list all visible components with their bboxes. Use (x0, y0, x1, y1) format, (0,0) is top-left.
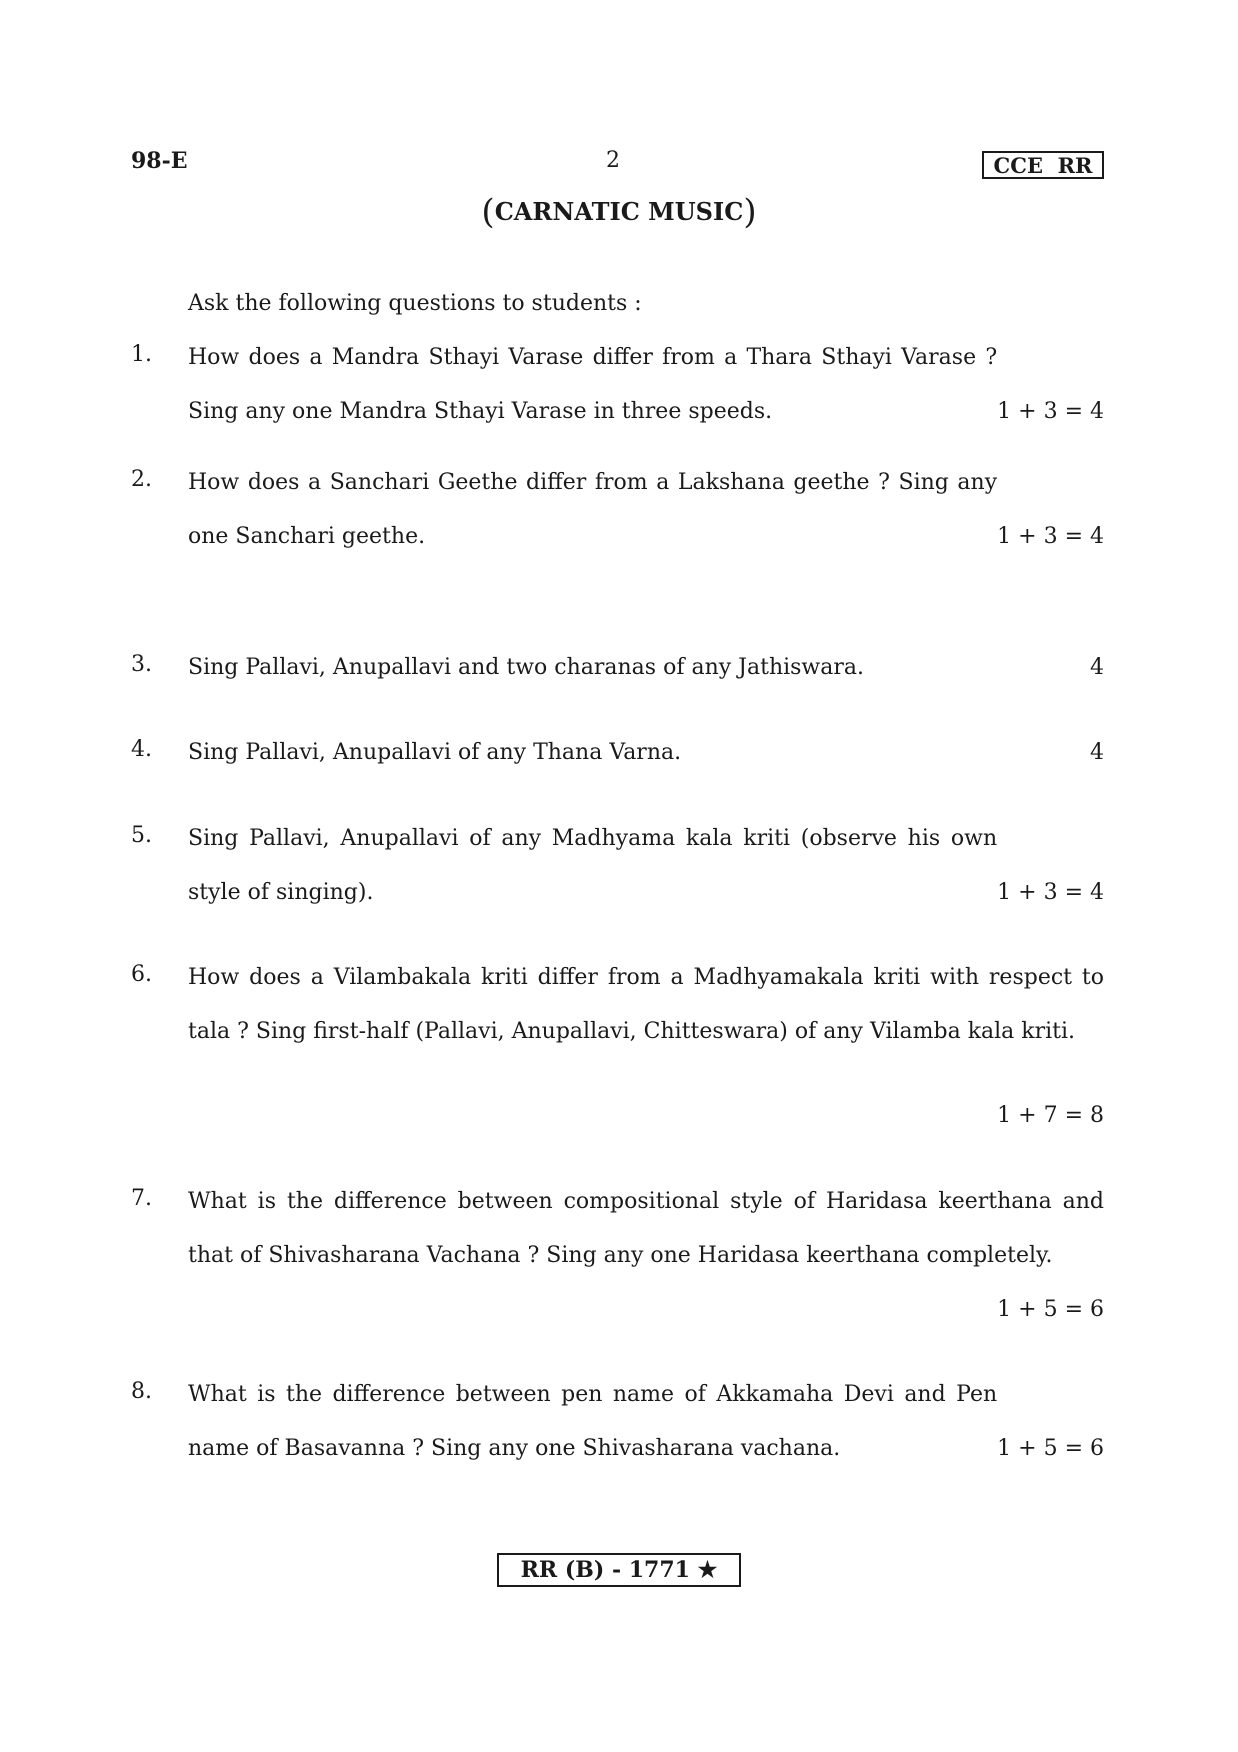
question-text: Sing Pallavi, Anupallavi and two charanas of any Jathiswara. (188, 655, 865, 680)
page-number: 2 (606, 148, 620, 173)
question-text: How does a Mandra Sthayi Varase differ from a Thara Sthayi Varase ? Sing any one Mandra Sthayi Varase in three speeds. (188, 345, 998, 424)
title-text: CARNATIC MUSIC (494, 197, 744, 226)
question-number: 8. (131, 1379, 152, 1404)
question-text-block (188, 1368, 1104, 1476)
instructions: Ask the following questions to students : (188, 291, 642, 316)
question-number: 1. (131, 342, 152, 367)
question-text: Sing Pallavi, Anupallavi of any Madhyama kala kriti (observe his own style of singing). (188, 826, 998, 905)
question-text-block (188, 331, 1104, 439)
question-number: 4. (131, 737, 152, 762)
question-number: 7. (131, 1186, 152, 1211)
question-marks: 1 + 3 = 4 (997, 880, 1104, 905)
question-item (131, 1368, 1104, 1476)
question-text: Sing Pallavi, Anupallavi of any Thana Varna. (188, 740, 682, 765)
question-marks: 1 + 3 = 4 (997, 524, 1104, 549)
question-marks: 4 (1090, 740, 1104, 765)
question-marks: 1 + 5 = 6 (997, 1297, 1104, 1322)
page-title: (CARNATIC MUSIC) (481, 192, 757, 232)
exam-type-box: CCE RR (982, 151, 1104, 179)
question-marks: 1 + 3 = 4 (997, 399, 1104, 424)
question-item (131, 1175, 1104, 1337)
footer-code-box: RR (B) - 1771 ★ (497, 1553, 741, 1587)
question-text-block (188, 456, 1104, 564)
question-number: 3. (131, 652, 152, 677)
question-text: What is the difference between pen name of Akkamaha Devi and Pen name of Basavanna ? Sing any one Shivasharana vachana. (188, 1382, 998, 1461)
question-item (131, 951, 1104, 1143)
question-number: 2. (131, 467, 152, 492)
question-text: How does a Vilambakala kriti differ from a Madhyamakala kriti with respect to tala ? Sing first-half (Pallavi, Anupallavi, Chitteswara) of any Vilamba kala kriti. (188, 965, 1104, 1044)
question-item (131, 726, 1104, 780)
question-text: How does a Sanchari Geethe differ from a Lakshana geethe ? Sing any one Sanchari geethe. (188, 470, 998, 549)
question-item (131, 456, 1104, 564)
question-text: What is the difference between compositional style of Haridasa keerthana and that of Shivasharana Vachana ? Sing any one Haridasa keerthana completely. (188, 1189, 1104, 1268)
question-text-block (188, 726, 1104, 780)
question-text-block (188, 812, 1104, 920)
question-text-block (188, 951, 1104, 1059)
question-number: 5. (131, 823, 152, 848)
paper-code: 98-E (131, 148, 188, 174)
question-item (131, 641, 1104, 695)
question-marks: 1 + 7 = 8 (997, 1103, 1104, 1128)
question-marks: 4 (1090, 655, 1104, 680)
question-item (131, 812, 1104, 920)
question-text-block (188, 1175, 1104, 1283)
question-number: 6. (131, 962, 152, 987)
question-item (131, 331, 1104, 439)
question-marks: 1 + 5 = 6 (997, 1436, 1104, 1461)
question-text-block (188, 641, 1104, 695)
